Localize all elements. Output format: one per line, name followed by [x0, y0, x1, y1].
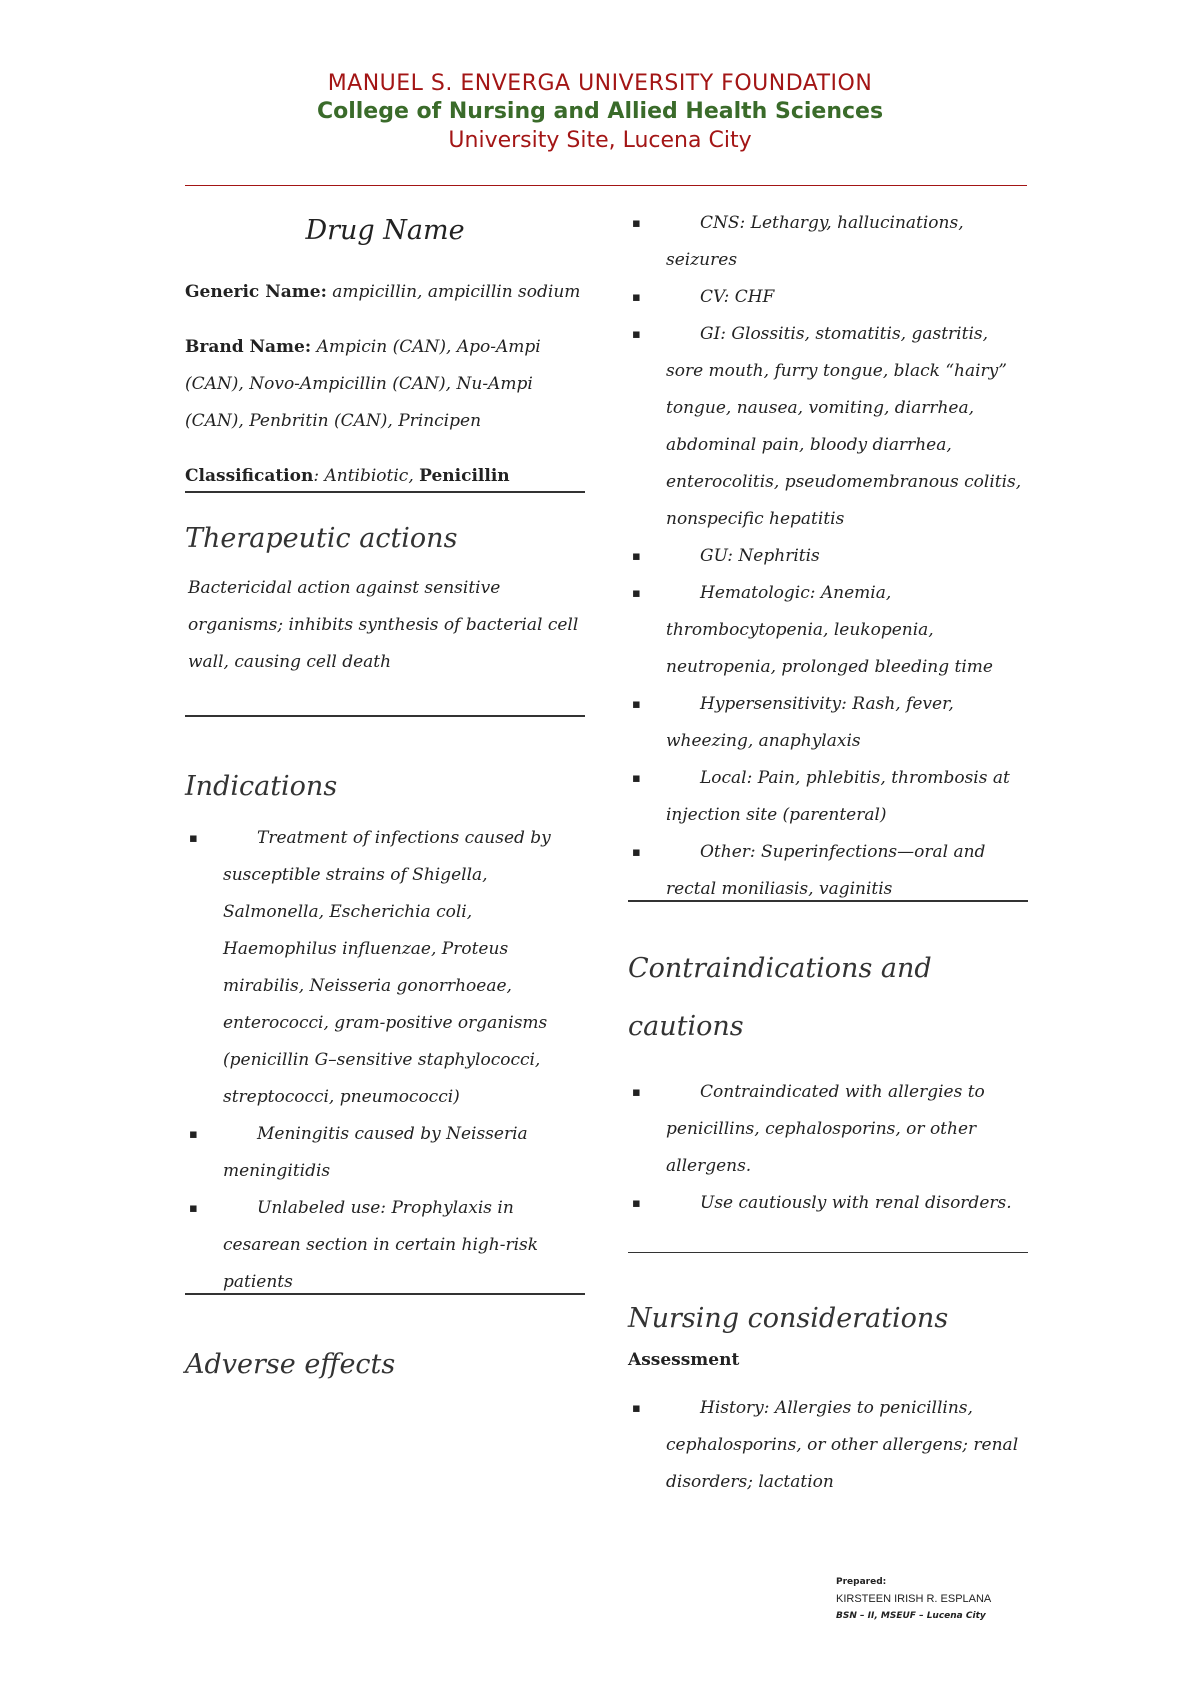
generic-name-value: ampicillin, ampicillin sodium: [332, 282, 581, 302]
bullet-icon: ▪: [632, 845, 641, 860]
left-column: [185, 205, 585, 1380]
indications-heading: Indications: [185, 771, 338, 802]
bullet-icon: ▪: [632, 1401, 641, 1416]
brand-name-value: Ampicin (CAN), Apo-Ampi (CAN), Novo-Ampicillin (CAN), Nu-Ampi (CAN), Penbritin (CAN), Principen: [185, 337, 541, 431]
contraindications-heading: Contraindications and cautions: [628, 953, 932, 1042]
generic-name: Generic Name: ampicillin, ampicillin sodium: [185, 282, 581, 302]
list-item: ▪ CNS: Lethargy, hallucinations, seizures: [628, 205, 1028, 279]
bullet-icon: ▪: [189, 1127, 198, 1142]
list-item: ▪ Contraindicated with allergies to penicillins, cephalosporins, or other allergens.: [628, 1074, 1028, 1185]
bullet-icon: ▪: [632, 586, 641, 601]
list-item: ▪ History: Allergies to penicillins, cephalosporins, or other allergens; renal disorders; lactation: [628, 1390, 1028, 1501]
nursing-list: [628, 1390, 1028, 1501]
bullet-icon: ▪: [632, 549, 641, 564]
therapeutic-text: Bactericidal action against sensitive organisms; inhibits synthesis of bacterial cell wall, causing cell death: [188, 578, 579, 672]
bullet-icon: ▪: [632, 1196, 641, 1211]
list-item: ▪ CV: CHF: [628, 279, 1028, 316]
list-item: ▪ Use cautiously with renal disorders.: [628, 1185, 1028, 1222]
classification-label: Classification: [185, 466, 314, 486]
list-item: ▪ Other: Superinfections—oral and rectal moniliasis, vaginitis: [628, 834, 1028, 908]
list-item: ▪ GU: Nephritis: [628, 538, 1028, 575]
preparer-course: BSN – II, MSEUF – Lucena City: [836, 1611, 986, 1621]
list-item: ▪ GI: Glossitis, stomatitis, gastritis, sore mouth, furry tongue, black “hairy” tongue, nausea, vomiting, diarrhea, abdominal pain, bloody diarrhea, enterocolitis, pseudomembranous colitis, nonspecific hepatitis: [628, 316, 1028, 538]
bullet-icon: ▪: [632, 327, 641, 342]
bullet-icon: ▪: [632, 216, 641, 231]
therapeutic-heading: Therapeutic actions: [185, 523, 458, 554]
bullet-icon: ▪: [632, 771, 641, 786]
adverse-effects-list: [628, 205, 1028, 908]
list-item: ▪ Unlabeled use: Prophylaxis in cesarean section in certain high-risk patients: [185, 1190, 585, 1301]
assessment-label: Assessment: [628, 1350, 740, 1370]
brand-name-label: Brand Name: [185, 337, 305, 357]
university-name: MANUEL S. ENVERGA UNIVERSITY FOUNDATION: [327, 71, 873, 96]
list-item: ▪ Hematologic: Anemia, thrombocytopenia, leukopenia, neutropenia, prolonged bleeding time: [628, 575, 1028, 686]
prepared-label: Prepared:: [836, 1577, 887, 1587]
list-item: ▪ Treatment of infections caused by susceptible strains of Shigella, Salmonella, Escherichia coli, Haemophilus influenzae, Proteus mirabilis, Neisseria gonorrhoeae, enterococci, gram-positive organisms (penicillin G–sensitive staphylococci, streptococci, pneumococci): [185, 820, 585, 1116]
classification-bold-value: Penicillin: [419, 466, 510, 486]
list-item: ▪ Meningitis caused by Neisseria meningitidis: [185, 1116, 585, 1190]
classification: Classification: Antibiotic, Penicillin: [185, 466, 510, 486]
bullet-icon: ▪: [189, 1201, 198, 1216]
bullet-icon: ▪: [189, 831, 198, 846]
university-site: University Site, Lucena City: [448, 128, 752, 153]
list-item: ▪ Hypersensitivity: Rash, fever, wheezing, anaphylaxis: [628, 686, 1028, 760]
list-item: ▪ Local: Pain, phlebitis, thrombosis at injection site (parenteral): [628, 760, 1028, 834]
bullet-icon: ▪: [632, 290, 641, 305]
classification-value: Antibiotic,: [324, 466, 414, 486]
generic-name-label: Generic Name: [185, 282, 321, 302]
nursing-heading: Nursing considerations: [628, 1303, 949, 1334]
section-divider: [628, 1252, 1028, 1253]
section-divider: [185, 715, 585, 717]
header-divider: [185, 185, 1027, 186]
right-column: [628, 205, 1028, 1501]
adverse-effects-heading: Adverse effects: [185, 1349, 396, 1380]
indications-list: [185, 820, 585, 1301]
brand-name: Brand Name: Ampicin (CAN), Apo-Ampi (CAN), Novo-Ampicillin (CAN), Nu-Ampi (CAN), Penbritin (CAN), Principen: [185, 337, 541, 431]
contraindications-list: [628, 1074, 1028, 1222]
bullet-icon: ▪: [632, 1085, 641, 1100]
drug-name-heading: Drug Name: [305, 215, 465, 246]
document-header: [0, 70, 1200, 156]
bullet-icon: ▪: [632, 697, 641, 712]
college-name: College of Nursing and Allied Health Sciences: [316, 99, 884, 124]
preparer-name: KIRSTEEN IRISH R. ESPLANA: [836, 1593, 992, 1605]
